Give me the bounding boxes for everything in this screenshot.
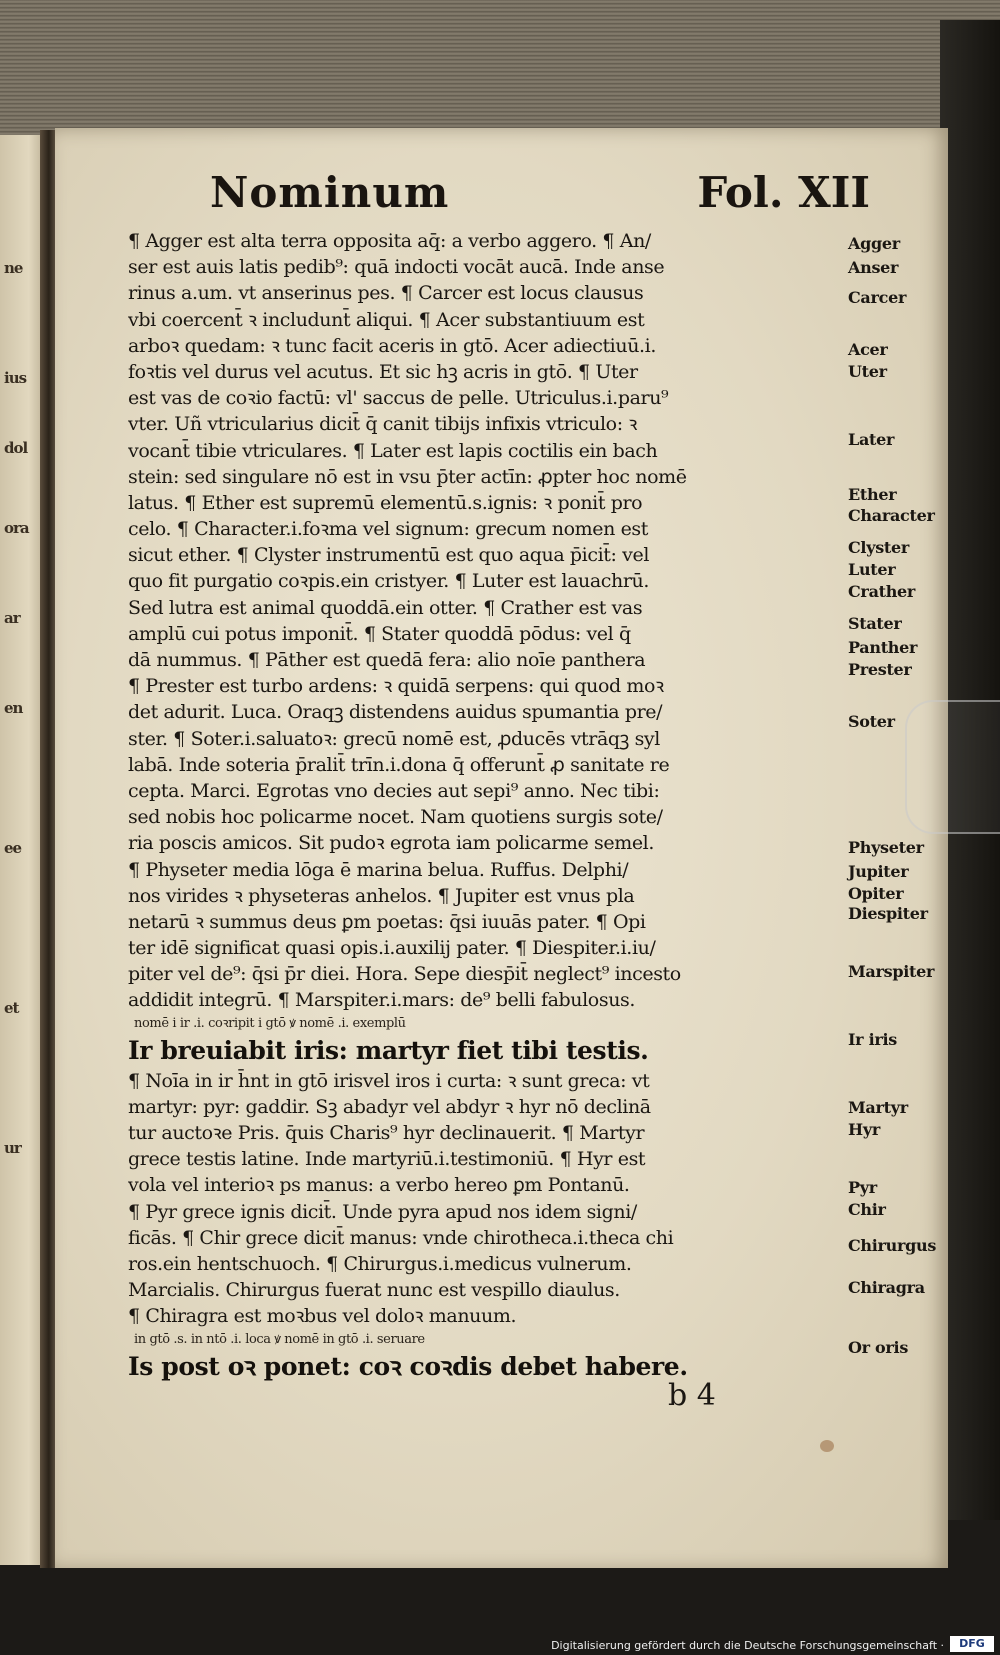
margin-note: Agger [848,234,900,253]
text-line: quo fit purgatio coꝛpis.ein cristyer. ¶ Luter est lauachrū. [128,570,650,593]
text-line: grece testis latine. Inde martyriū.i.testimoniū. ¶ Hyr est [128,1148,646,1171]
margin-note: Pyr [848,1178,877,1197]
margin-note: Prester [848,660,912,679]
margin-note: Soter [848,712,895,731]
text-line: nos virides ꝛ physeteras anhelos. ¶ Jupiter est vnus pla [128,884,635,907]
text-line: ¶ Chiragra est moꝛbus vel doloꝛ manuum. [128,1305,517,1328]
margin-note: Martyr [848,1098,908,1117]
left-page-fragment: ee [4,839,22,857]
text-line: ser est auis latis pedib⁹: quā indocti vocāt aucā. Inde anse [128,256,665,279]
running-title: Nominum [210,168,450,217]
funding-credit: Digitalisierung gefördert durch die Deutsche Forschungsgemeinschaft · [551,1639,944,1652]
text-line: ¶ Physeter media lōga ē marina belua. Ruffus. Delphi/ [128,858,629,881]
text-line: latus. ¶ Ether est supremū elementū.s.ignis: ꝛ ponit̄ pro [128,491,643,514]
text-line: addidit integrū. ¶ Marspiter.i.mars: de⁹ belli fabulosus. [128,989,636,1012]
text-line: ¶ Noīa in ir h̄nt in gtō irisvel iros i curta: ꝛ sunt greca: vt [128,1069,650,1092]
margin-note: Ir iris [848,1030,897,1049]
left-page-fragment: ius [4,369,27,387]
text-line: piter vel de⁹: q̄si p̄r diei. Hora. Sepe diesp̄it̄ neglect⁹ incesto [128,963,681,986]
text-line: vbi coercent̄ ꝛ includunt̄ aliqui. ¶ Acer substantiuum est [128,308,645,331]
text-line: tur auctoꝛe Pris. q̄uis Charis⁹ hyr declinauerit. ¶ Martyr [128,1122,645,1144]
left-page-fragment: en [4,699,23,717]
text-line: dā nummus. ¶ Pāther est quedā fera: alio noīe panthera [128,649,646,671]
paper-stain [820,1440,834,1452]
left-page-fragment: et [4,999,19,1017]
margin-note: Luter [848,560,896,579]
text-line: netarū ꝛ summus deus ꝑm poetas: q̄si iuuās pater. ¶ Opi [128,910,646,933]
left-page-fragment: ora [4,519,29,537]
margin-note: Opiter [848,884,904,903]
text-line: stein: sed singulare nō est in vsu p̄ter actīn: ꝓpter hoc nomē [128,465,687,488]
interlinear-gloss: in gtō .s. in ntō .i. loca ꝟ nomē in gtō .i. seruare [134,1331,425,1347]
text-line: vola vel interioꝛ ps manus: a verbo hereo ꝑm Pontanū. [128,1174,630,1197]
text-line: sed nobis hoc policarme nocet. Nam quotiens surgis sote/ [128,806,663,829]
margin-note: Or oris [848,1338,909,1357]
text-line: sicut ether. ¶ Clyster instrumentū est quo aqua p̄icit̄: vel [128,544,650,567]
folio-number: Fol. XII [697,168,870,217]
text-line: Sed lutra est animal quoddā.ein otter. ¶ Crather est vas [128,596,643,619]
left-page-fragment: dol [4,439,28,457]
text-line: vter. Uñ vtricularius dicit̄ q̄ canit tibijs infixis vtriculo: ꝛ [128,413,637,436]
text-line: Marcialis. Chirurgus fuerat nunc est vespillo diaulus. [128,1279,620,1302]
text-line: ter idē significat quasi opis.i.auxilij pater. ¶ Diespiter.i.iu/ [128,937,656,960]
interlinear-gloss: nomē i ir .i. coꝛripit i gtō ꝟ nomē .i. exemplū [134,1015,406,1031]
text-line: ¶ Agger est alta terra opposita aq̄: a verbo aggero. ¶ An/ [128,230,651,252]
text-line: cepta. Marci. Egrotas vno decies aut sepi⁹ anno. Nec tibi: [128,779,660,802]
left-page-fragment: ur [4,1139,21,1157]
text-line: ros.ein hentschuoch. ¶ Chirurgus.i.medicus vulnerum. [128,1252,632,1275]
margin-note: Hyr [848,1120,880,1139]
text-line: ria poscis amicos. Sit pudoꝛ egrota iam policarme semel. [128,832,655,855]
text-line: det adurit. Luca. Oraqꝫ distendens auidus spumantia pre/ [128,701,663,724]
text-line: rinus a.um. vt anserinus pes. ¶ Carcer est locus clausus [128,282,644,305]
running-head [210,168,870,228]
margin-note: Crather [848,582,916,601]
text-line: ¶ Pyr grece ignis dicit̄. Unde pyra apud nos idem signi/ [128,1200,637,1223]
margin-note: Uter [848,362,887,381]
margin-note: Marspiter [848,962,935,981]
verse-heading: Is post oꝛ ponet: coꝛ coꝛdis debet habere. [128,1351,688,1381]
margin-note: Chiragra [848,1278,925,1297]
page-clip [905,700,1000,834]
margin-note: Anser [848,258,899,277]
text-line: ficās. ¶ Chir grece dicit̄ manus: vnde chirotheca.i.theca chi [128,1226,674,1249]
text-line: est vas de coꝛio factū: vl' saccus de pelle. Utriculus.i.paru⁹ [128,387,669,410]
text-line: labā. Inde soteria p̄ralit̄ trīn.i.dona q̄ offerunt̄ ꝓ sanitate re [128,753,670,776]
left-page-fragment: ar [4,609,20,627]
text-line: vocant̄ tibie vtriculares. ¶ Later est lapis coctilis ein bach [128,439,658,462]
margin-note: Chirurgus [848,1236,937,1255]
text-line: martyr: pyr: gaddir. Sꝫ abadyr vel abdyr ꝛ hyr nō declinā [128,1095,651,1118]
margin-note: Stater [848,614,902,633]
margin-note: Panther [848,638,918,657]
text-line: foꝛtis vel durus vel acutus. Et sic hꝫ acris in gtō. ¶ Uter [128,360,638,383]
margin-note: Character [848,506,935,525]
text-block [128,228,838,1384]
text-line: celo. ¶ Character.i.foꝛma vel signum: grecum nomen est [128,518,649,541]
dfg-logo: DFG [950,1636,994,1652]
margin-note: Jupiter [848,862,909,881]
margin-note: Carcer [848,288,907,307]
text-line: amplū cui potus imponit̄. ¶ Stater quoddā pōdus: vel q̄ [128,622,631,645]
margin-note: Chir [848,1200,886,1219]
text-line: arboꝛ quedam: ꝛ tunc facit aceris in gtō. Acer adiectiuū.i. [128,334,656,357]
margin-note: Diespiter [848,904,928,923]
verse-heading: Ir breuiabit iris: martyr fiet tibi testis. [128,1035,649,1065]
text-line: ster. ¶ Soter.i.saluatoꝛ: grecū nomē est, ꝓducēs vtrāqꝫ syl [128,727,660,750]
margin-note: Later [848,430,895,449]
margin-note: Acer [848,340,888,359]
margin-note: Ether [848,485,897,504]
margin-note: Clyster [848,538,910,557]
left-page-fragment: ne [4,259,23,277]
margin-note: Physeter [848,838,924,857]
signature-mark: b 4 [668,1378,716,1413]
text-line: ¶ Prester est turbo ardens: ꝛ quidā serpens: qui quod moꝛ [128,675,664,698]
